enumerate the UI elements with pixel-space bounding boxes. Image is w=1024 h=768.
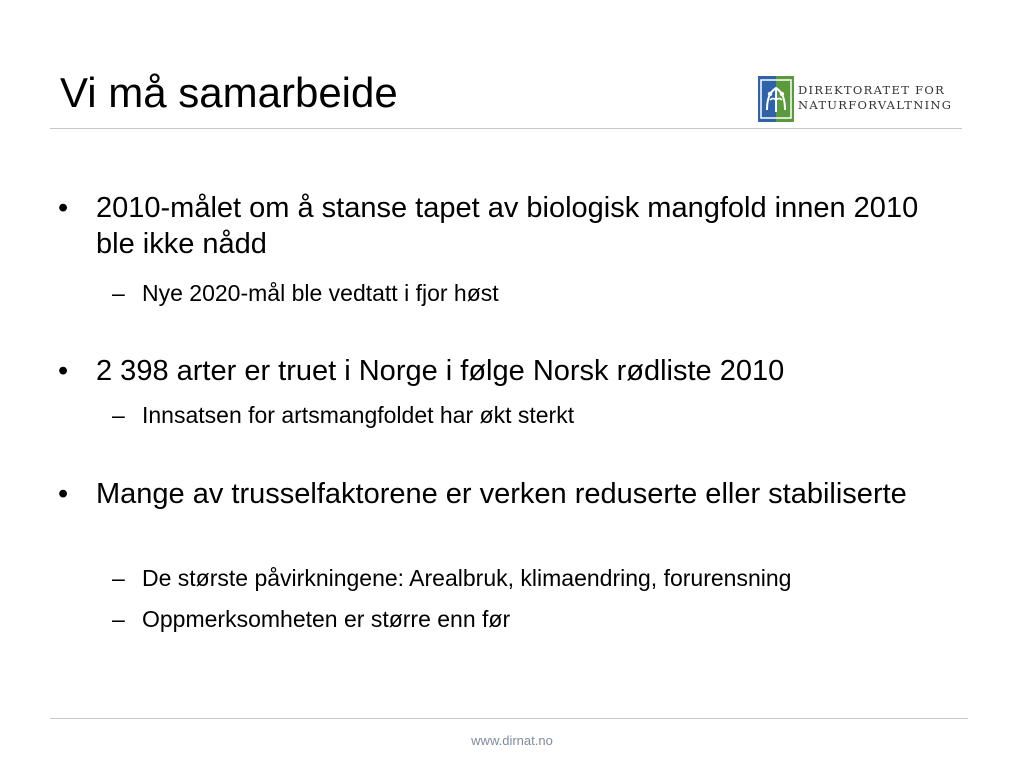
sub-bullet-marker: – [112, 565, 125, 591]
bullet-1-text: 2010-målet om å stanse tapet av biologisk mangfold innen 2010 ble ikke nådd [96, 192, 919, 260]
bullet-1-sub-1-text: Nye 2020-mål ble vedtatt i fjor høst [142, 280, 499, 306]
footer-url: www.dirnat.no [471, 733, 553, 748]
bullet-3-sub-2-text: Oppmerksomheten er større enn før [142, 606, 511, 632]
bullet-marker: • [58, 192, 69, 224]
logo [758, 76, 964, 124]
bullet-3-sub-1-text: De største påvirkningene: Arealbruk, klimaendring, forurensning [142, 565, 792, 591]
sub-bullet-marker: – [112, 402, 125, 428]
directorate-emblem-icon [758, 76, 794, 122]
logo-line-1: DIREKTORATET FOR [798, 83, 946, 97]
bullet-marker: • [58, 355, 69, 387]
bullet-2-text: 2 398 arter er truet i Norge i følge Norsk rødliste 2010 [96, 355, 785, 387]
logo-line-2: NATURFORVALTNING [798, 98, 953, 112]
slide-title: Vi må samarbeide [60, 69, 398, 116]
bullet-2-sub-1-text: Innsatsen for artsmangfoldet har økt sterkt [142, 402, 575, 428]
bullet-marker: • [58, 478, 69, 510]
bullet-3-text: Mange av trusselfaktorene er verken reduserte eller stabiliserte [96, 478, 907, 510]
sub-bullet-marker: – [112, 280, 125, 306]
logo-wordmark [798, 83, 952, 113]
title-divider [50, 128, 962, 129]
sub-bullet-marker: – [112, 606, 125, 632]
footer-divider [50, 718, 968, 719]
